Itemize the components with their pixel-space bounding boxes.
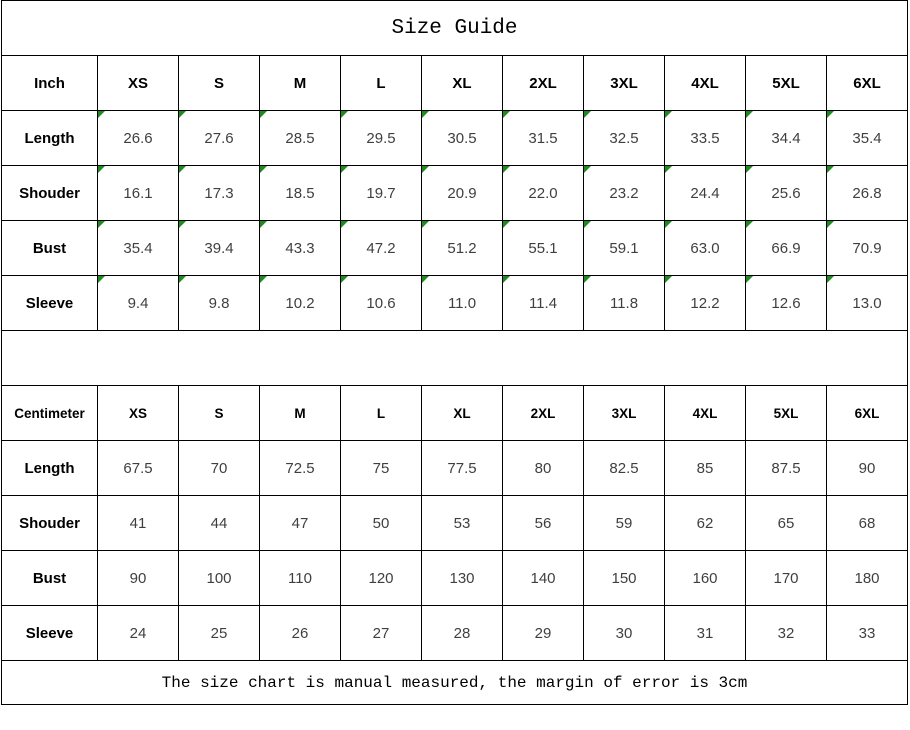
data-cell: 75 [341,441,422,496]
data-cell: 41 [98,496,179,551]
cm_table-row-bust [2,551,908,606]
row-label-bust: Bust [2,551,98,606]
size-header-xs: XS [98,386,179,441]
size-header-s: S [179,56,260,111]
data-cell: 35.4 [98,221,179,276]
size-header-5xl: 5XL [746,386,827,441]
data-cell: 30.5 [422,111,503,166]
inch_table-row-sleeve [2,276,908,331]
data-cell: 30 [584,606,665,661]
size-header-4xl: 4XL [665,56,746,111]
data-cell: 70.9 [827,221,908,276]
size-header-xl: XL [422,386,503,441]
data-cell: 170 [746,551,827,606]
spacer-row [2,331,908,386]
data-cell: 67.5 [98,441,179,496]
data-cell: 82.5 [584,441,665,496]
size-header-xl: XL [422,56,503,111]
footer-section [2,661,908,705]
footer-row [2,661,908,705]
title-row [2,1,908,56]
data-cell: 10.2 [260,276,341,331]
title-section [2,1,908,56]
data-cell: 18.5 [260,166,341,221]
data-cell: 130 [422,551,503,606]
inch_table-row-shouder [2,166,908,221]
data-cell: 9.4 [98,276,179,331]
size-guide-table [1,0,908,705]
data-cell: 11.8 [584,276,665,331]
data-cell: 53 [422,496,503,551]
data-cell: 65 [746,496,827,551]
cm_table-header-row [2,386,908,441]
data-cell: 22.0 [503,166,584,221]
data-cell: 85 [665,441,746,496]
row-label-length: Length [2,111,98,166]
data-cell: 80 [503,441,584,496]
data-cell: 35.4 [827,111,908,166]
data-cell: 25 [179,606,260,661]
data-cell: 19.7 [341,166,422,221]
data-cell: 17.3 [179,166,260,221]
data-cell: 31.5 [503,111,584,166]
data-cell: 29.5 [341,111,422,166]
data-cell: 24 [98,606,179,661]
data-cell: 63.0 [665,221,746,276]
data-cell: 110 [260,551,341,606]
data-cell: 59.1 [584,221,665,276]
data-cell: 11.4 [503,276,584,331]
data-cell: 26.6 [98,111,179,166]
size-header-m: M [260,56,341,111]
inch_table-row-length [2,111,908,166]
spacer-cell [2,331,908,386]
size-header-6xl: 6XL [827,386,908,441]
data-cell: 24.4 [665,166,746,221]
data-cell: 47 [260,496,341,551]
data-cell: 12.6 [746,276,827,331]
centimeter-table-section [2,386,908,661]
data-cell: 50 [341,496,422,551]
data-cell: 26 [260,606,341,661]
data-cell: 66.9 [746,221,827,276]
data-cell: 11.0 [422,276,503,331]
size-header-2xl: 2XL [503,386,584,441]
data-cell: 31 [665,606,746,661]
data-cell: 9.8 [179,276,260,331]
data-cell: 23.2 [584,166,665,221]
data-cell: 27 [341,606,422,661]
data-cell: 29 [503,606,584,661]
data-cell: 43.3 [260,221,341,276]
size-header-4xl: 4XL [665,386,746,441]
data-cell: 90 [98,551,179,606]
spacer-section [2,331,908,386]
data-cell: 55.1 [503,221,584,276]
data-cell: 12.2 [665,276,746,331]
footer-note: The size chart is manual measured, the margin of error is 3cm [2,661,908,705]
data-cell: 39.4 [179,221,260,276]
data-cell: 87.5 [746,441,827,496]
data-cell: 32 [746,606,827,661]
cm_table-row-sleeve [2,606,908,661]
data-cell: 160 [665,551,746,606]
row-label-bust: Bust [2,221,98,276]
data-cell: 20.9 [422,166,503,221]
size-header-3xl: 3XL [584,386,665,441]
row-label-shouder: Shouder [2,496,98,551]
data-cell: 47.2 [341,221,422,276]
size-header-s: S [179,386,260,441]
inch_table-header-row [2,56,908,111]
data-cell: 68 [827,496,908,551]
data-cell: 90 [827,441,908,496]
size-header-l: L [341,56,422,111]
data-cell: 140 [503,551,584,606]
cm_table-row-length [2,441,908,496]
data-cell: 28.5 [260,111,341,166]
data-cell: 34.4 [746,111,827,166]
data-cell: 44 [179,496,260,551]
data-cell: 10.6 [341,276,422,331]
row-label-sleeve: Sleeve [2,276,98,331]
data-cell: 32.5 [584,111,665,166]
data-cell: 26.8 [827,166,908,221]
data-cell: 33 [827,606,908,661]
size-header-6xl: 6XL [827,56,908,111]
inch_table-row-bust [2,221,908,276]
cm_table-row-shouder [2,496,908,551]
data-cell: 120 [341,551,422,606]
cm_table-unit-label: Centimeter [2,386,98,441]
size-header-l: L [341,386,422,441]
page-title: Size Guide [2,1,908,56]
size-header-2xl: 2XL [503,56,584,111]
data-cell: 25.6 [746,166,827,221]
inch-table-section [2,56,908,331]
data-cell: 56 [503,496,584,551]
data-cell: 180 [827,551,908,606]
data-cell: 13.0 [827,276,908,331]
data-cell: 16.1 [98,166,179,221]
data-cell: 100 [179,551,260,606]
size-header-5xl: 5XL [746,56,827,111]
size-header-xs: XS [98,56,179,111]
size-header-m: M [260,386,341,441]
row-label-length: Length [2,441,98,496]
data-cell: 59 [584,496,665,551]
data-cell: 28 [422,606,503,661]
data-cell: 33.5 [665,111,746,166]
data-cell: 77.5 [422,441,503,496]
data-cell: 150 [584,551,665,606]
data-cell: 72.5 [260,441,341,496]
row-label-sleeve: Sleeve [2,606,98,661]
data-cell: 27.6 [179,111,260,166]
size-header-3xl: 3XL [584,56,665,111]
data-cell: 70 [179,441,260,496]
row-label-shouder: Shouder [2,166,98,221]
data-cell: 62 [665,496,746,551]
data-cell: 51.2 [422,221,503,276]
inch_table-unit-label: Inch [2,56,98,111]
